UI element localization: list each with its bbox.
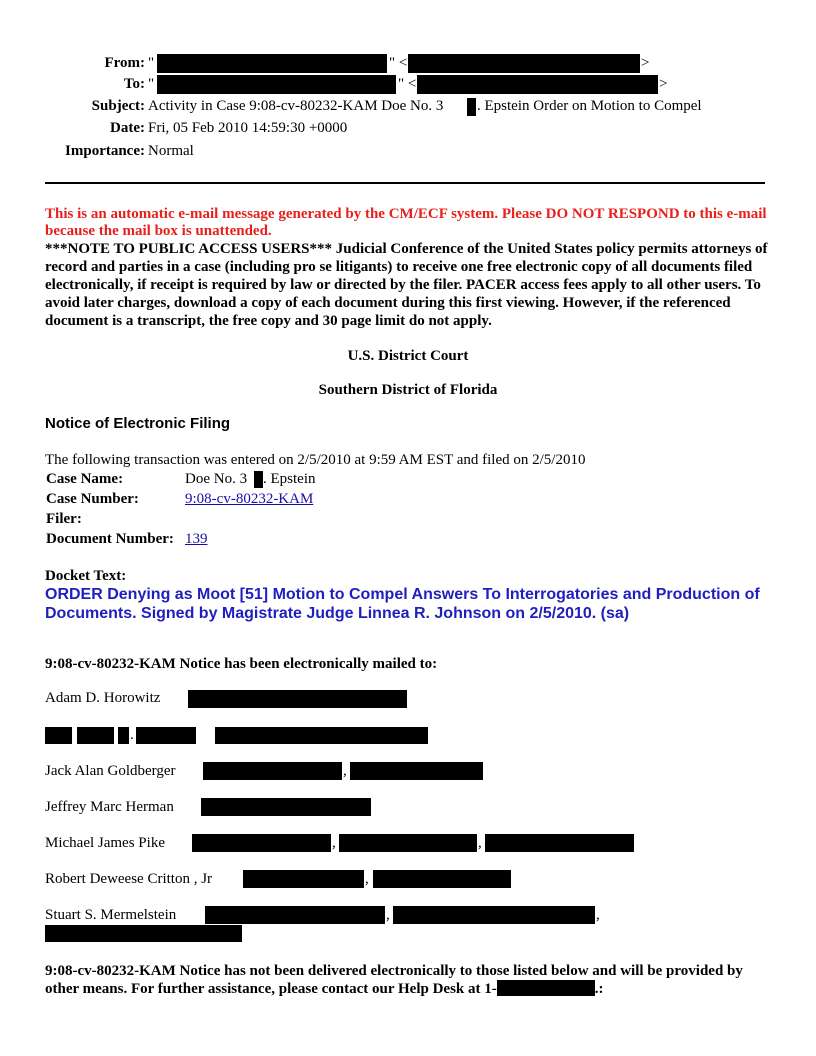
case-name-label: Case Name: <box>46 471 124 487</box>
recipient-name: Stuart S. Mermelstein <box>45 907 177 923</box>
from-close-bracket: > <box>641 55 650 71</box>
to-close-bracket: > <box>659 76 668 92</box>
court-name: U.S. District Court <box>347 348 469 364</box>
court-district: Southern District of Florida <box>318 382 498 398</box>
subject-label: Subject: <box>91 98 145 114</box>
from-label: From: <box>104 55 145 71</box>
recipient-punct: , <box>343 763 347 779</box>
subject-value-b: . Epstein Order on Motion to Compel <box>477 98 702 114</box>
redaction-recipient-email <box>339 834 477 852</box>
redaction-recipient-email <box>485 834 634 852</box>
case-name-value-a: Doe No. 3 <box>185 471 248 487</box>
redaction-recipient-email <box>350 762 483 780</box>
redaction-recipient-name <box>136 727 196 744</box>
from-open-bracket: " < <box>389 55 408 71</box>
redaction-case-name <box>254 471 263 488</box>
recipient-punct: , <box>478 835 482 851</box>
redaction-recipient-email <box>373 870 511 888</box>
redaction-recipient-email <box>45 925 242 942</box>
filer-label: Filer: <box>46 511 82 527</box>
not-delivered-notice <box>45 962 780 998</box>
redaction-recipient-email <box>201 798 371 816</box>
not-delivered-text: 9:08-cv-80232-KAM Notice has not been delivered electronically to those listed below and will be provided by other means. For further assistance, please contact our Help Desk at 1- <box>45 963 743 997</box>
redaction-to-email <box>417 75 658 94</box>
redaction-recipient-email <box>192 834 331 852</box>
recipient-name: Robert Deweese Critton , Jr <box>45 871 213 887</box>
recipient-punct: , <box>386 907 390 923</box>
from-value: " <box>148 55 155 71</box>
document-number-label: Document Number: <box>46 531 174 547</box>
to-label: To: <box>123 76 145 92</box>
redaction-recipient-email <box>203 762 342 780</box>
importance-value: Normal <box>148 143 194 159</box>
case-name-value-b: . Epstein <box>263 471 316 487</box>
recipient-name: Jack Alan Goldberger <box>45 763 176 779</box>
to-value: " <box>148 76 155 92</box>
redaction-from-email <box>408 54 640 73</box>
recipient-punct: , <box>596 907 600 923</box>
header-divider <box>45 182 765 184</box>
redaction-recipient-name <box>45 727 72 744</box>
recipient-punct: , <box>332 835 336 851</box>
docket-text: ORDER Denying as Moot [51] Motion to Compel Answers To Interrogatories and Production of Documents. Signed by Magistrate Judge Linnea R. Johnson on 2/5/2010. (sa) <box>45 586 760 622</box>
public-access-note: ***NOTE TO PUBLIC ACCESS USERS*** Judicial Conference of the United States policy permits attorneys of record and parties in a case (including pro se litigants) to receive one free electronic copy of all documents filed electronically, if receipt is required by law or directed by the filer. PACER access fees apply to all other users. To avoid later charges, download a copy of each document during this first viewing. However, if the referenced document is a transcript, the free copy and 30 page limit do not apply. <box>45 241 768 329</box>
redaction-recipient-email <box>188 690 407 708</box>
date-value: Fri, 05 Feb 2010 14:59:30 +0000 <box>148 120 348 136</box>
date-label: Date: <box>110 120 145 136</box>
redaction-recipient-email <box>393 906 595 924</box>
importance-label: Importance: <box>65 143 145 159</box>
transaction-text: The following transaction was entered on 2/5/2010 at 9:59 AM EST and filed on 2/5/2010 <box>45 452 586 468</box>
redaction-recipient-email <box>205 906 385 924</box>
recipient-name: Adam D. Horowitz <box>45 690 161 706</box>
recipient-punct: . <box>130 727 134 743</box>
not-delivered-end: .: <box>594 981 604 997</box>
mailed-heading: 9:08-cv-80232-KAM Notice has been electronically mailed to: <box>45 656 438 672</box>
automatic-message-warning: This is an automatic e-mail message generated by the CM/ECF system. Please DO NOT RESPOND to this e-mail because the mail box is unattended. <box>45 206 767 239</box>
nef-heading: Notice of Electronic Filing <box>45 415 231 432</box>
docket-label: Docket Text: <box>45 568 127 584</box>
case-number-link[interactable]: 9:08-cv-80232-KAM <box>185 491 314 507</box>
recipient-name: Michael James Pike <box>45 835 165 851</box>
redaction-from-name <box>157 54 387 73</box>
document-number-link[interactable]: 139 <box>185 531 208 547</box>
redaction-recipient-name <box>77 727 114 744</box>
redaction-recipient-email <box>215 727 428 744</box>
redaction-subject <box>467 98 476 116</box>
redaction-recipient-name <box>118 727 129 744</box>
redaction-to-name <box>157 75 396 94</box>
redaction-help-desk-phone <box>497 980 595 996</box>
redaction-recipient-email <box>243 870 364 888</box>
recipient-punct: , <box>365 871 369 887</box>
recipient-name: Jeffrey Marc Herman <box>45 799 174 815</box>
subject-value-a: Activity in Case 9:08-cv-80232-KAM Doe No. 3 <box>148 98 444 114</box>
to-open-bracket: " < <box>398 76 417 92</box>
case-number-label: Case Number: <box>46 491 139 507</box>
